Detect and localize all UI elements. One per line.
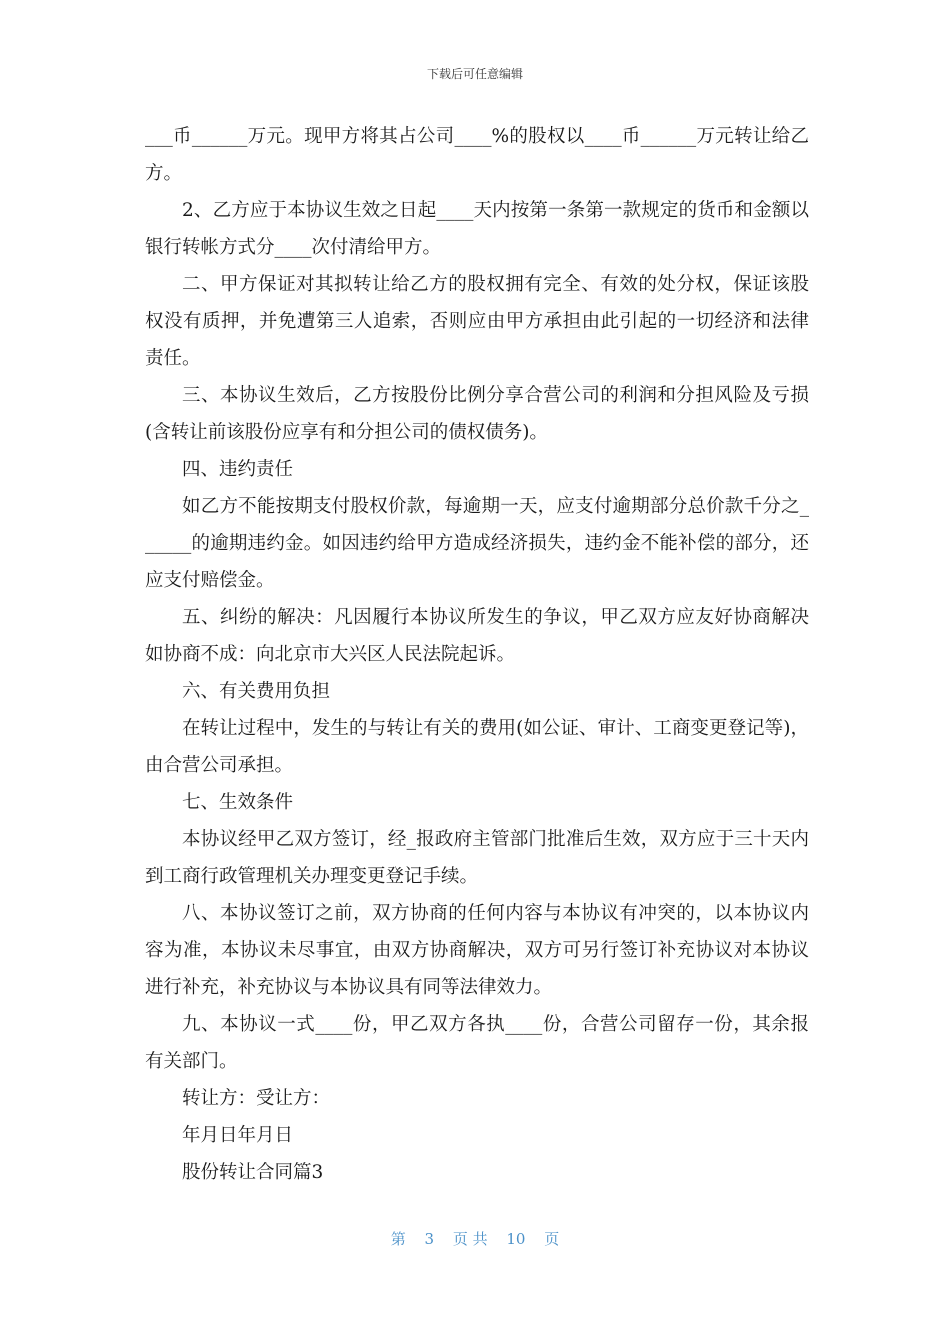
paragraph-expenses: 在转让过程中，发生的与转让有关的费用(如公证、审计、工商变更登记等)，由合营公司承担。 <box>145 718 809 776</box>
paragraph-profit-sharing: 三、本协议生效后，乙方按股份比例分享合营公司的利润和分担风险及亏损(含转让前该股份应享有和分担公司的债权债务)。 <box>145 385 809 443</box>
paragraph-supplementary: 八、本协议签订之前，双方协商的任何内容与本协议有冲突的，以本协议内容为准，本协议未尽事宜，由双方协商解决，双方可另行签订补充协议对本协议进行补充，补充协议与本协议具有同等法律效力。 <box>145 903 809 998</box>
paragraph-payment-terms: 2、乙方应于本协议生效之日起____天内按第一条第一款规定的货币和金额以银行转帐方式分____次付清给甲方。 <box>145 200 809 258</box>
footer-total-pages: 10 <box>506 1230 526 1248</box>
heading-effective-conditions: 七、生效条件 <box>182 792 294 813</box>
signature-parties: 转让方：受让方： <box>182 1088 331 1109</box>
signature-dates: 年月日年月日 <box>182 1125 294 1146</box>
paragraph-late-penalty: 如乙方不能按期支付股权价款，每逾期一天，应支付逾期部分总价款千分之______的逾期违约金。如因违约给甲方造成经济损失，违约金不能补偿的部分，还应支付赔偿金。 <box>145 496 809 591</box>
page-header <box>0 66 950 82</box>
footer-suffix: 页 <box>544 1230 560 1248</box>
document-body <box>145 118 809 1191</box>
heading-breach-liability: 四、违约责任 <box>182 459 294 480</box>
paragraph-dispute-resolution: 五、纠纷的解决：凡因履行本协议所发生的争议，甲乙双方应友好协商解决如协商不成：向北京市大兴区人民法院起诉。 <box>145 607 809 665</box>
footer-prefix: 第 <box>390 1230 406 1248</box>
page-footer <box>0 1229 950 1249</box>
paragraph-transfer-amount: ___币______万元。现甲方将其占公司____%的股权以____币______万元转让给乙方。 <box>145 126 809 184</box>
footer-middle: 页 共 <box>452 1230 488 1248</box>
paragraph-copies: 九、本协议一式____份，甲乙双方各执____份，合营公司留存一份，其余报有关部门。 <box>145 1014 809 1072</box>
header-text: 下载后可任意编辑 <box>426 67 523 81</box>
section-title-next: 股份转让合同篇3 <box>182 1162 324 1183</box>
footer-current-page: 3 <box>424 1230 435 1248</box>
heading-expenses: 六、有关费用负担 <box>182 681 331 702</box>
paragraph-warranty: 二、甲方保证对其拟转让给乙方的股权拥有完全、有效的处分权，保证该股权没有质押，并免遭第三人追索，否则应由甲方承担由此引起的一切经济和法律责任。 <box>145 274 809 369</box>
paragraph-effective-conditions: 本协议经甲乙双方签订，经_报政府主管部门批准后生效，双方应于三十天内到工商行政管理机关办理变更登记手续。 <box>145 829 809 887</box>
